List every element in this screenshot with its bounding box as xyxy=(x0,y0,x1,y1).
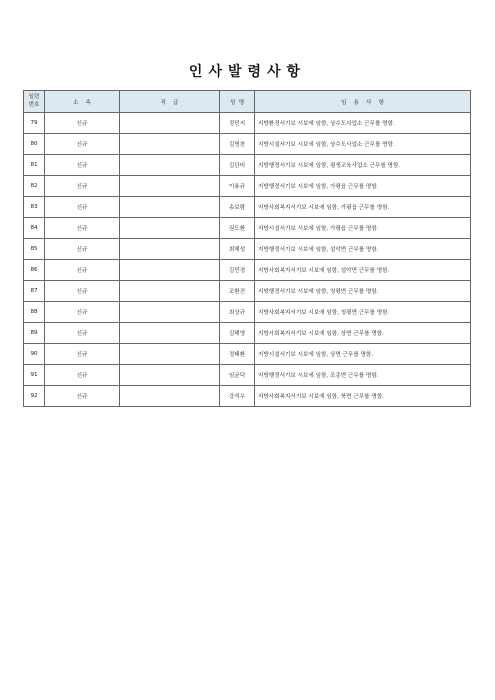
appointment-cell: 지방행정서기보 시보에 임함, 평생교육사업소 근무를 명함. xyxy=(255,155,471,176)
department-cell: 신규 xyxy=(45,155,120,176)
department-cell: 신규 xyxy=(45,302,120,323)
table-header-row xyxy=(24,91,471,113)
rank-cell xyxy=(120,344,220,365)
table-row xyxy=(24,344,471,365)
department-cell: 신규 xyxy=(45,260,120,281)
name-cell: 이용규 xyxy=(220,176,255,197)
table-row xyxy=(24,365,471,386)
table-row xyxy=(24,281,471,302)
appointment-cell: 지방행정서기보 시보에 임함, 설악면 근무를 명함. xyxy=(255,239,471,260)
table-body xyxy=(24,113,471,407)
name-cell: 김단비 xyxy=(220,155,255,176)
department-cell: 신규 xyxy=(45,218,120,239)
rank-cell xyxy=(120,323,220,344)
serial-number-cell: 82 xyxy=(24,176,45,197)
table-row xyxy=(24,323,471,344)
rank-cell xyxy=(120,134,220,155)
rank-cell xyxy=(120,302,220,323)
table-row xyxy=(24,302,471,323)
name-cell: 권도환 xyxy=(220,218,255,239)
appointment-cell: 지방사회복지서기보 시보에 임함, 북면 근무를 명함. xyxy=(255,386,471,407)
appointment-cell: 지방시설서기보 시보에 임함, 상면 근무를 명함. xyxy=(255,344,471,365)
header-serial-line2: 번호 xyxy=(28,101,40,108)
serial-number-cell: 85 xyxy=(24,239,45,260)
serial-number-cell: 90 xyxy=(24,344,45,365)
department-cell: 신규 xyxy=(45,365,120,386)
name-cell: 김해영 xyxy=(220,323,255,344)
serial-number-cell: 92 xyxy=(24,386,45,407)
appointment-cell: 지방사회복지서기보 시보에 임함, 청평면 근무를 명함. xyxy=(255,302,471,323)
rank-cell xyxy=(120,113,220,134)
header-name: 성 명 xyxy=(220,91,255,113)
serial-number-cell: 80 xyxy=(24,134,45,155)
department-cell: 신규 xyxy=(45,239,120,260)
rank-cell xyxy=(120,218,220,239)
name-cell: 임균덕 xyxy=(220,365,255,386)
serial-number-cell: 87 xyxy=(24,281,45,302)
rank-cell xyxy=(120,176,220,197)
appointment-cell: 지방행정서기보 시보에 임함, 가평읍 근무를 명함. xyxy=(255,176,471,197)
header-serial-number xyxy=(24,91,45,113)
serial-number-cell: 84 xyxy=(24,218,45,239)
department-cell: 신규 xyxy=(45,176,120,197)
appointment-cell: 지방행정서기보 시보에 임함, 청평면 근무를 명함. xyxy=(255,281,471,302)
table-row xyxy=(24,197,471,218)
rank-cell xyxy=(120,260,220,281)
department-cell: 신규 xyxy=(45,281,120,302)
header-appointment: 임 용 사 항 xyxy=(255,91,471,113)
rank-cell xyxy=(120,197,220,218)
name-cell: 강석우 xyxy=(220,386,255,407)
page-title: 인사발령사항 xyxy=(188,64,307,80)
rank-cell xyxy=(120,155,220,176)
department-cell: 신규 xyxy=(45,113,120,134)
header-department: 소 속 xyxy=(45,91,120,113)
table-row xyxy=(24,134,471,155)
name-cell: 조환진 xyxy=(220,281,255,302)
department-cell: 신규 xyxy=(45,386,120,407)
header-rank: 직 급 xyxy=(120,91,220,113)
name-cell: 김민경 xyxy=(220,260,255,281)
rank-cell xyxy=(120,365,220,386)
department-cell: 신규 xyxy=(45,134,120,155)
appointment-cell: 지방사회복지서기보 시보에 임함, 상면 근무를 명함. xyxy=(255,323,471,344)
personnel-order-table xyxy=(23,90,471,407)
appointment-cell: 지방사회복지서기보 시보에 임함, 설악면 근무를 명함. xyxy=(255,260,471,281)
name-cell: 송보람 xyxy=(220,197,255,218)
rank-cell xyxy=(120,281,220,302)
header-serial-line1: 일련 xyxy=(28,93,40,100)
table-row xyxy=(24,239,471,260)
table-row xyxy=(24,260,471,281)
appointment-cell: 지방시설서기보 시보에 임함, 가평읍 근무를 명함. xyxy=(255,218,471,239)
table-row xyxy=(24,218,471,239)
serial-number-cell: 88 xyxy=(24,302,45,323)
serial-number-cell: 91 xyxy=(24,365,45,386)
name-cell: 정태환 xyxy=(220,344,255,365)
rank-cell xyxy=(120,386,220,407)
serial-number-cell: 81 xyxy=(24,155,45,176)
appointment-cell: 지방행정서기보 시보에 임함, 조종면 근무를 명함. xyxy=(255,365,471,386)
name-cell: 최해성 xyxy=(220,239,255,260)
serial-number-cell: 83 xyxy=(24,197,45,218)
table-row xyxy=(24,155,471,176)
table-row xyxy=(24,176,471,197)
department-cell: 신규 xyxy=(45,323,120,344)
name-cell: 김명찬 xyxy=(220,134,255,155)
name-cell: 정민지 xyxy=(220,113,255,134)
department-cell: 신규 xyxy=(45,344,120,365)
appointment-cell: 지방환경서기보 시보에 임함, 상수도사업소 근무를 명함. xyxy=(255,113,471,134)
serial-number-cell: 86 xyxy=(24,260,45,281)
table-row xyxy=(24,113,471,134)
table-row xyxy=(24,386,471,407)
name-cell: 최상규 xyxy=(220,302,255,323)
appointment-cell: 지방시설서기보 시보에 임함, 상수도사업소 근무를 명함. xyxy=(255,134,471,155)
serial-number-cell: 89 xyxy=(24,323,45,344)
department-cell: 신규 xyxy=(45,197,120,218)
serial-number-cell: 79 xyxy=(24,113,45,134)
rank-cell xyxy=(120,239,220,260)
appointment-cell: 지방사회복지서기보 시보에 임함, 가평읍 근무를 명함. xyxy=(255,197,471,218)
